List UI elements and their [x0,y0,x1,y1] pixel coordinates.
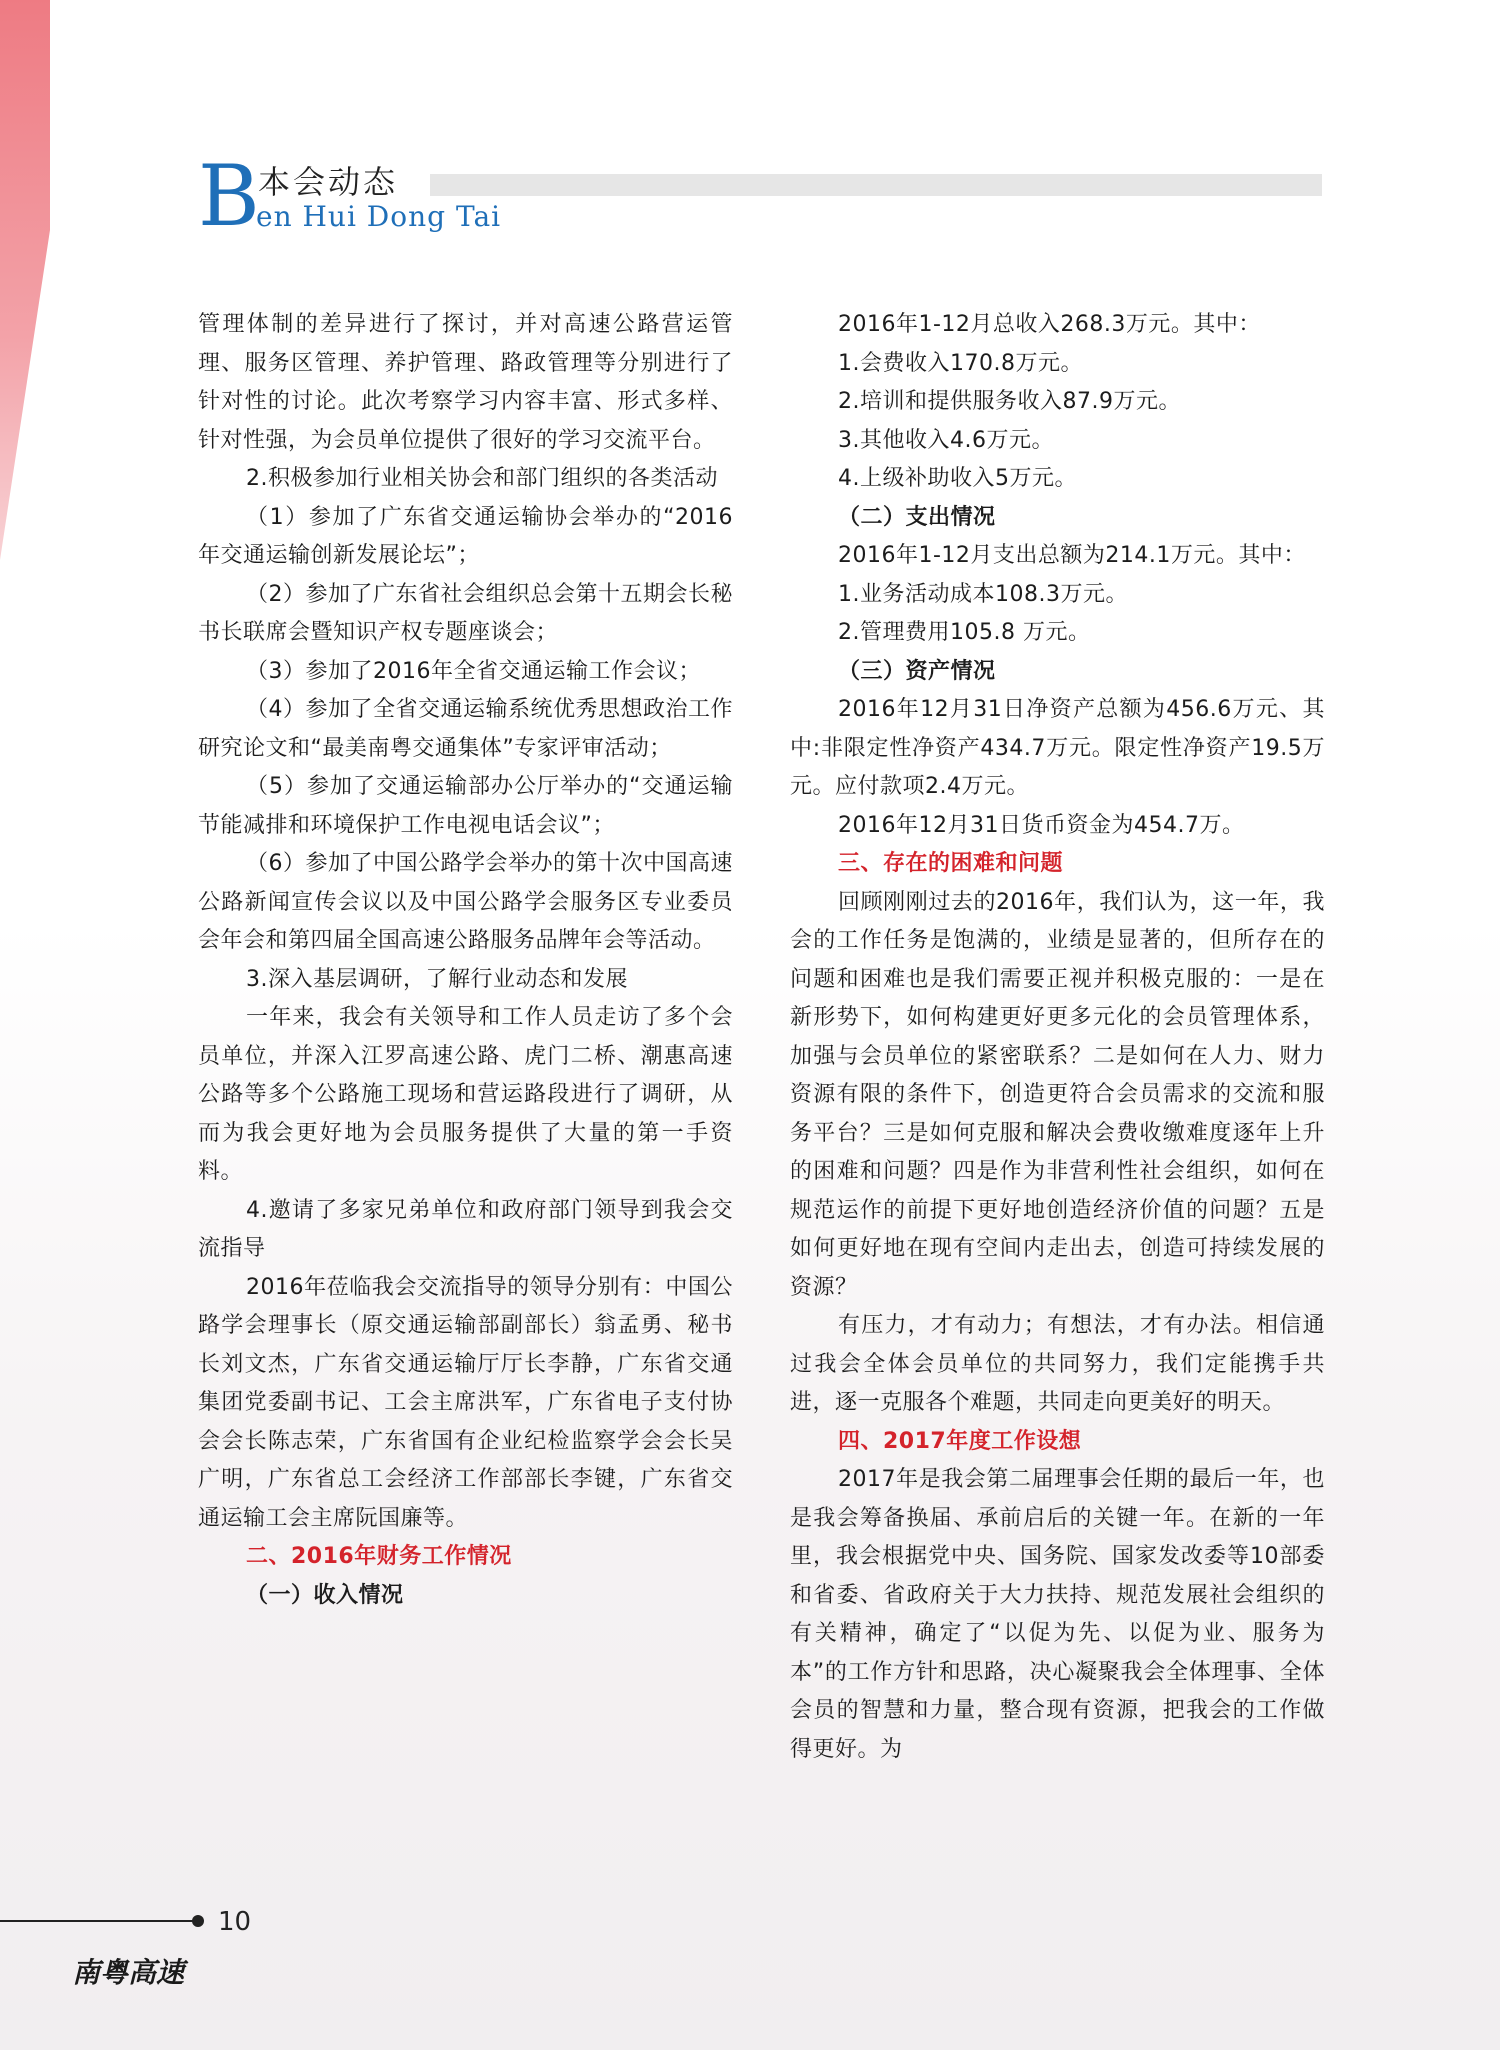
paragraph: 2016年12月31日净资产总额为456.6万元、其中:非限定性净资产434.7万元。限定性净资产19.5万元。应付款项2.4万元。 [790,697,1325,799]
paragraph: （5）参加了交通运输部办公厅举办的“交通运输节能减排和环境保护工作电视电话会议”； [198,774,733,838]
paragraph: 3.其他收入4.6万元。 [838,427,1054,453]
section-heading: 四、2017年度工作设想 [838,1428,1082,1454]
paragraph: 一年来，我会有关领导和工作人员走访了多个会员单位，并深入江罗高速公路、虎门二桥、潮惠高速公路等多个公路施工现场和营运路段进行了调研，从而为我会更好地为会员服务提供了大量的第一手资料。 [198,1005,733,1184]
section-heading: 二、2016年财务工作情况 [246,1544,512,1569]
paragraph: 回顾刚刚过去的2016年，我们认为，这一年，我会的工作任务是饱满的，业绩是显著的，但所存在的问题和困难也是我们需要正视并积极克服的：一是在新形势下，如何构建更好更多元化的会员管理体系，加强与会员单位的紧密联系？二是如何在人力、财力资源有限的条件下，创造更符合会员需求的交流和服务平台？三是如何克服和解决会费收缴难度逐年上升的困难和问题？四是作为非营利性社会组织，如何在规范运作的前提下更好地创造经济价值的问题？五是如何更好地在现有空间内走出去，创造可持续发展的资源？ [790,889,1325,1300]
paragraph: 2.培训和提供服务收入87.9万元。 [838,389,1181,414]
paragraph: 2016年1-12月支出总额为214.1万元。其中： [838,543,1306,568]
footer-dot [192,1915,204,1927]
paragraph: （4）参加了全省交通运输系统优秀思想政治工作研究论文和“最美南粤交通集体”专家评审活动； [198,697,733,761]
subsection-heading: （三）资产情况 [838,658,996,684]
paragraph: （6）参加了中国公路学会举办的第十次中国高速公路新闻宣传会议以及中国公路学会服务区专业委员会年会和第四届全国高速公路服务品牌年会等活动。 [198,851,733,953]
magazine-logo [70,1948,200,1994]
paragraph: 2.管理费用105.8 万元。 [838,620,1091,645]
header-title-en: en Hui Dong Tai [256,200,502,233]
paragraph: 3.深入基层调研，了解行业动态和发展 [246,966,628,992]
footer-rule [0,1920,200,1922]
paragraph: 有压力，才有动力；有想法，才有办法。相信通过我会全体会员单位的共同努力，我们定能携手共进，逐一克服各个难题，共同走向更美好的明天。 [790,1313,1325,1415]
paragraph: 1.会费收入170.8万元。 [838,350,1083,376]
paragraph: 4.上级补助收入5万元。 [838,466,1077,491]
paragraph: （1）参加了广东省交通运输协会举办的“2016年交通运输创新发展论坛”； [198,504,733,568]
paragraph: （3）参加了2016年全省交通运输工作会议； [246,658,701,684]
page-number: 10 [218,1907,252,1937]
paragraph: 2016年12月31日货币资金为454.7万。 [838,812,1245,838]
subsection-heading: （二）支出情况 [838,504,996,530]
section-heading: 三、存在的困难和问题 [838,851,1064,876]
header-title-zh: 本会动态 [258,163,399,201]
section-header [198,147,1324,245]
paragraph: 管理体制的差异进行了探讨，并对高速公路营运管理、服务区管理、养护管理、路政管理等分别进行了针对性的讨论。此次考察学习内容丰富、形式多样、针对性强，为会员单位提供了很好的学习交流平台。 [198,312,733,453]
paragraph: （2）参加了广东省社会组织总会第十五期会长秘书长联席会暨知识产权专题座谈会； [198,581,733,645]
paragraph: 2.积极参加行业相关协会和部门组织的各类活动 [246,466,718,491]
paragraph: 2016年莅临我会交流指导的领导分别有：中国公路学会理事长（原交通运输部副部长）翁孟勇、秘书长刘文杰，广东省交通运输厅厅长李静，广东省交通集团党委副书记、工会主席洪军，广东省电子支付协会会长陈志荣，广东省国有企业纪检监察学会会长吴广明，广东省总工会经济工作部部长李键，广东省交通运输工会主席阮国廉等。 [198,1274,733,1531]
header-initial: B [198,147,260,245]
paragraph: 1.业务活动成本108.3万元。 [838,581,1128,607]
paragraph: 4.邀请了多家兄弟单位和政府部门领导到我会交流指导 [198,1197,733,1261]
header-bar [430,174,1322,196]
paragraph: 2017年是我会第二届理事会任期的最后一年，也是我会筹备换届、承前启后的关键一年。在新的一年里，我会根据党中央、国务院、国家发改委等10部委和省委、省政府关于大力扶持、规范发展社会组织的有关精神，确定了“以促为先、以促为业、服务为本”的工作方针和思路，决心凝聚我会全体理事、全体会员的智慧和力量，整合现有资源，把我会的工作做得更好。为 [790,1467,1325,1762]
paragraph: 2016年1-12月总收入268.3万元。其中： [838,312,1261,337]
left-column [198,306,733,1615]
subsection-heading: （一）收入情况 [246,1582,404,1608]
logo-text: 南粤高速 [72,1956,185,1989]
corner-decoration [0,0,60,560]
right-column [790,306,1325,1769]
